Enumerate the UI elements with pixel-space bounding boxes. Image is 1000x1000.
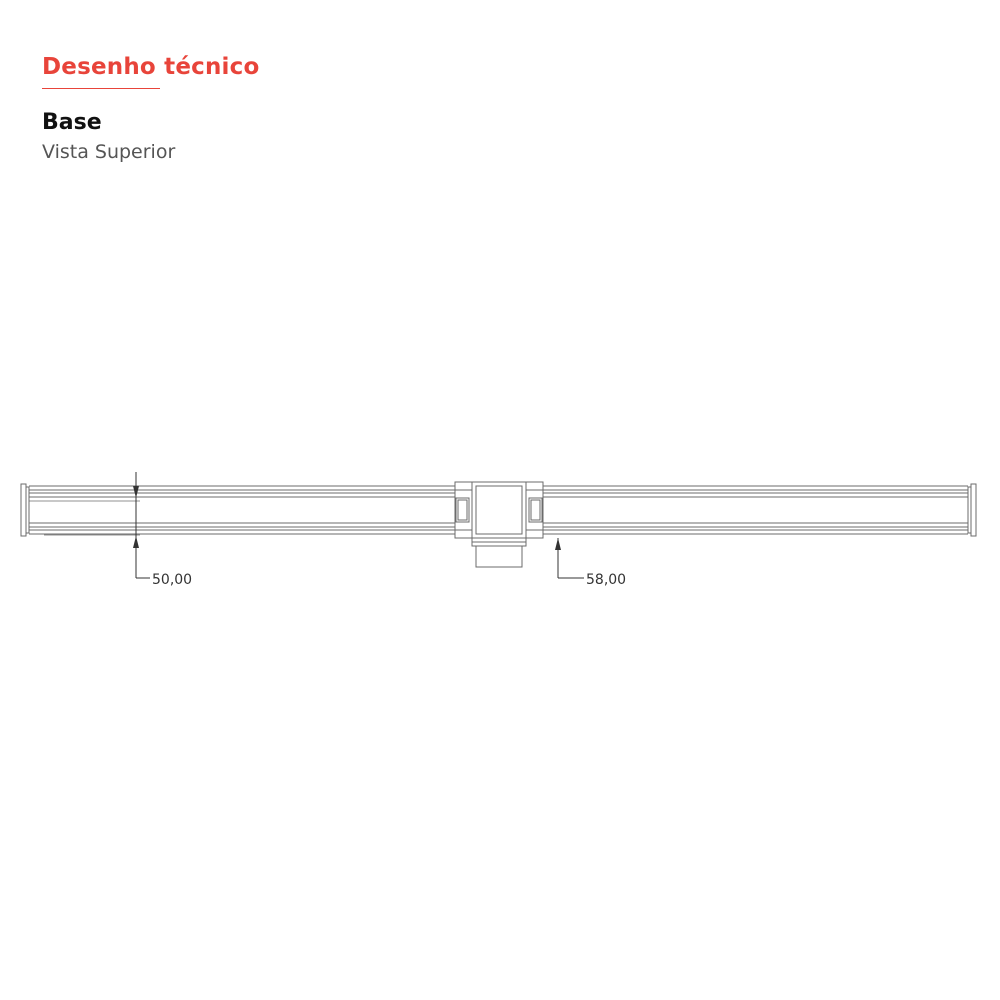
right-rail <box>543 486 968 534</box>
dimension-arrow-icon <box>133 486 139 498</box>
base-top-view <box>21 482 976 567</box>
part-name: Base <box>42 110 102 135</box>
left-rail <box>29 486 455 535</box>
section-title: Desenho técnico <box>42 54 260 80</box>
dimension-arrow-icon <box>555 538 561 550</box>
right-end-cap <box>968 484 976 536</box>
dimension-label-right: 58,00 <box>586 572 627 588</box>
center-coupling <box>455 482 543 538</box>
dimension-arrow-icon <box>133 536 139 548</box>
dimension-label-left: 50,00 <box>152 572 193 588</box>
spigot <box>472 538 526 567</box>
dimension-left <box>133 472 150 578</box>
view-name: Vista Superior <box>42 141 176 163</box>
dimension-right <box>555 538 584 578</box>
left-end-cap <box>21 484 29 536</box>
